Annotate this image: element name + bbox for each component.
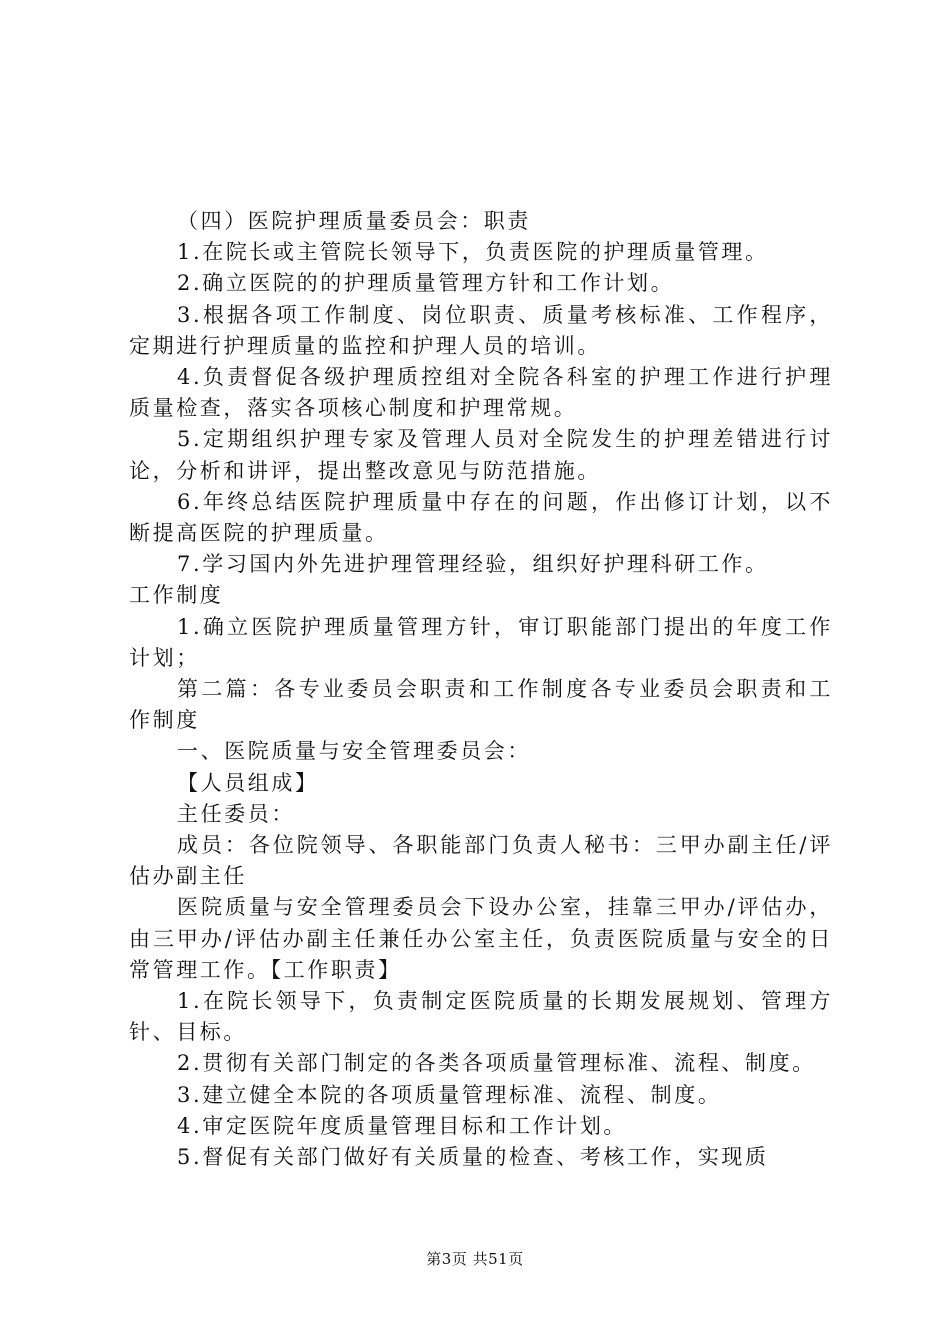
paragraph-duty-item-2: 2.贯彻有关部门制定的各类各项质量管理标准、流程、制度。 xyxy=(177,1051,816,1076)
paragraph-duty-item-4: 4.审定医院年度质量管理目标和工作计划。 xyxy=(177,1113,628,1138)
paragraph-section-one-heading: 一、医院质量与安全管理委员会： xyxy=(177,739,531,764)
page-number-footer: 第3页 共51页 xyxy=(426,1250,524,1268)
paragraph-item-5: 5.定期组织护理专家及管理人员对全院发生的护理差错进行讨论，分析和讲评，提出整改意见与防范措施。 xyxy=(129,427,833,483)
paragraph-chapter-two-title: 第二篇：各专业委员会职责和工作制度各专业委员会职责和工作制度 xyxy=(129,677,833,733)
paragraph-item-2: 2.确立医院的的护理质量管理方针和工作计划。 xyxy=(177,271,675,296)
paragraph-item-1: 1.在院长或主管院长领导下，负责医院的护理质量管理。 xyxy=(177,240,769,265)
paragraph-item-7: 7.学习国内外先进护理管理经验，组织好护理科研工作。 xyxy=(177,552,769,577)
paragraph-personnel-heading: 【人员组成】 xyxy=(177,770,319,795)
paragraph-item-4: 4.负责督促各级护理质控组对全院各科室的护理工作进行护理质量检查，落实各项核心制度和护理常规。 xyxy=(129,365,833,421)
paragraph-chair-member: 主任委员： xyxy=(177,801,295,826)
paragraph-duty-item-5: 5.督促有关部门做好有关质量的检查、考核工作，实现质 xyxy=(177,1145,769,1170)
paragraph-members: 成员：各位院领导、各职能部门负责人秘书：三甲办副主任/评估办副主任 xyxy=(129,833,833,889)
paragraph-work-system-item-1: 1.确立医院护理质量管理方针，审订职能部门提出的年度工作计划； xyxy=(129,614,833,670)
paragraph-work-system-heading: 工作制度 xyxy=(129,583,224,608)
paragraph-office-description: 医院质量与安全管理委员会下设办公室，挂靠三甲办/评估办，由三甲办/评估办副主任兼任办公室主任，负责医院质量与安全的日常管理工作。【工作职责】 xyxy=(129,895,833,982)
paragraph-duty-item-1: 1.在院长领导下，负责制定医院质量的长期发展规划、管理方针、目标。 xyxy=(129,989,833,1045)
paragraph-item-6: 6.年终总结医院护理质量中存在的问题，作出修订计划，以不断提高医院的护理质量。 xyxy=(129,489,833,546)
paragraph-item-3: 3.根据各项工作制度、岗位职责、质量考核标准、工作程序，定期进行护理质量的监控和护理人员的培训。 xyxy=(129,302,833,358)
paragraph-heading-nursing-committee: （四）医院护理质量委员会：职责 xyxy=(177,209,531,233)
paragraph-duty-item-3: 3.建立健全本院的各项质量管理标准、流程、制度。 xyxy=(177,1082,722,1107)
document-body xyxy=(129,206,833,1173)
